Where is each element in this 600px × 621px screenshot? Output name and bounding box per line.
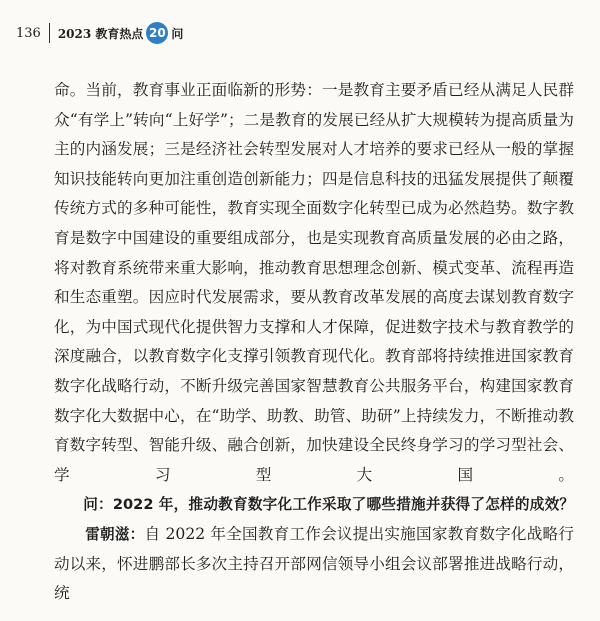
book-title-suffix: 问 [171,26,184,41]
body-paragraph: 命。当前，教育事业正面临新的形势：一是教育主要矛盾已经从满足人民群众“有学上”转向“上好学”；二是教育的发展已经从扩大规模转为提高质量为主的内涵发展；三是经济社会转型发展对人才培养的要求已经从一般的掌握知识技能转向更加注重创造创新能力；四是信息科技的迅猛发展提供了颠覆传统方式的多种可能性，教育实现全面数字化转型已成为必然趋势。数字教育是数字中国建设的重要组成部分，也是实现教育高质量发展的必由之路，将对教育系统带来重大影响，推动教育思想理念创新、模式变革、流程再造和生态重塑。因应时代发展需求，要从教育改革发展的高度去谋划教育数字化，为中国式现代化提供智力支撑和人才保障，促进数字技术与教育教学的深度融合，以教育数字化支撑引领教育现代化。教育部将持续推进国家教育数字化战略行动，不断升级完善国家智慧教育公共服务平台，构建国家教育数字化大数据中心，在“助学、助教、助管、助研”上持续发力，不断推动教育数字转型、智能升级、融合创新，加快建设全民终身学习的学习型社会、学习型大国。 [54,81,574,484]
speaker-name: 雷朝滋： [85,525,145,543]
answer-text: 自 2022 年全国教育工作会议提出实施国家教育数字化战略行动以来，怀进鹏部长多次主持召开部网信领导小组会议部署推进战略行动，统 [54,524,574,603]
header-divider [49,23,50,43]
answer-paragraph [54,520,574,609]
page-header [16,20,183,46]
book-title: 2023 教育热点 [57,26,144,41]
question-heading: 问：2022 年，推动教育数字化工作采取了哪些措施并获得了怎样的成效？ [83,496,574,514]
title-number-badge: 20 [146,22,168,44]
page-body [54,76,574,609]
page-number: 136 [16,25,41,41]
